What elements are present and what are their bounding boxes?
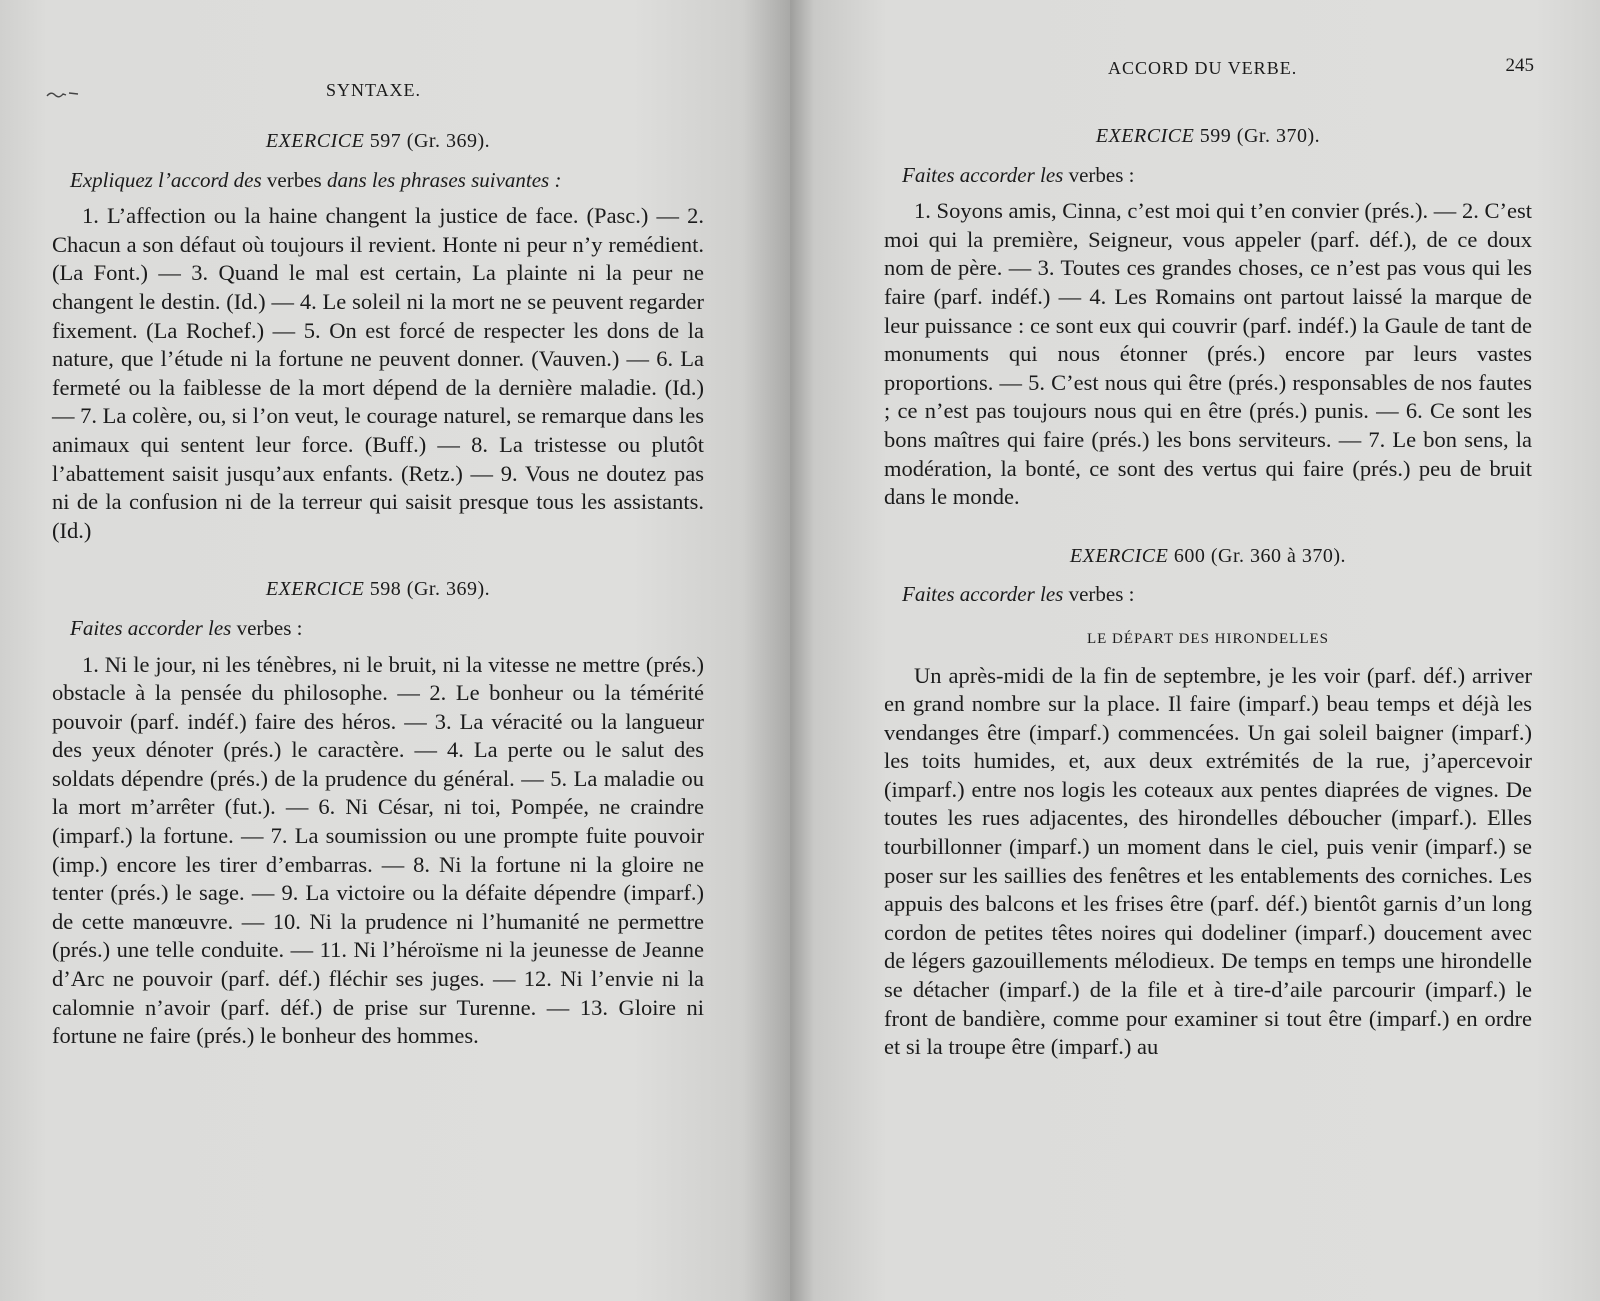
right-column [884, 122, 1532, 1062]
exercise-598-text: 1. Ni le jour, ni les ténèbres, ni le bruit, ni la vitesse ne mettre (prés.) obstacle à la pensée du philosophe. — 2. Le bonheur ou la témérité pouvoir (parf. indéf.) faire des héros. — 3. La véracité ou la langueur des yeux dénoter (prés.) le caractère. — 4. La perte ou le salut des soldats dépendre (prés.) de la prudence du général. — 5. La maladie ou la mort m’arrêter (fut.). — 6. Ni César, ni toi, Pompée, ne craindre (imparf.) la fortune. — 7. La soumission ou une prompte fuite pouvoir (imp.) encore les tirer d’embarras. — 8. Ni la fortune ni la gloire ne tenter (prés.) le sage. — 9. La victoire ou la défaite dépendre (imparf.) de cette manœuvre. — 10. Ni la prudence ni l’humanité ne permettre (prés.) une telle conduite. — 11. Ni l’héroïsme ni la jeunesse de Jeanne d’Arc ne pouvoir (parf. déf.) fléchir ses juges. — 12. Ni l’envie ni la calomnie n’avoir (parf. déf.) de prise sur Turenne. — 13. Gloire ni fortune ne faire (prés.) le bonheur des hommes. [52, 651, 704, 1049]
exercise-word: EXERCICE [1095, 125, 1195, 147]
exercise-word: EXERCICE [1069, 544, 1169, 567]
running-head-left: SYNTAXE. [326, 80, 422, 100]
exercise-word: EXERCICE [265, 578, 365, 601]
instruction-keyword: verbes [1068, 162, 1124, 187]
instruction-italic: Faites accorder les [902, 162, 1064, 187]
running-head-right: ACCORD DU VERBE. [1108, 58, 1298, 78]
exercise-599-title [884, 122, 1532, 151]
exercise-number: 597 (Gr. 369). [369, 130, 491, 152]
exercise-597-title [52, 127, 704, 156]
instruction-keyword: verbes [266, 167, 322, 192]
instruction-italic: Faites accorder les [70, 615, 232, 640]
exercise-600-text: Un après-midi de la fin de septembre, je les voir (parf. déf.) arriver en grand nombre sur la place. Il faire (imparf.) beau temps et déjà les vendanges être (imparf.) commencées. Un gai soleil baigner (imparf.) les toits humides, et, aux deux extrémités de la rue, j’apercevoir (imparf.) entre nos logis les coteaux aux pentes diaprées de vignes. De toutes les rues adjacentes, des hirondelles déboucher (imparf.). Elles tourbillonner (imparf.) un moment dans le ciel, puis venir (imparf.) se poser sur les saillies des fenêtres et les entablements des corniches. Les appuis des balcons et les frises être (parf. déf.) bientôt garnis d’un long cordon de petites têtes noires qui dodeliner (imparf.) doucement avec de légers gazouillements mélodieux. De temps en temps une hirondelle se détacher (imparf.) de la file et à tire-d’aile parcourir (imparf.) le front de bandière, comme pour examiner si tout être (imparf.) en ordre et si la troupe être (imparf.) au [884, 662, 1532, 1060]
instruction-italic-end: dans les phrases suivantes : [326, 167, 562, 192]
exercise-600-subtitle: LE DÉPART DES HIRONDELLES [1086, 630, 1330, 647]
exercise-598-instruction [52, 614, 704, 643]
exercise-600-instruction [884, 580, 1532, 609]
exercise-597-text: 1. L’affection ou la haine changent la justice de face. (Pasc.) — 2. Chacun a son défaut où toujours il revient. Honte ni peur n’y remédient. (La Font.) — 3. Quand le mal est certain, La plainte ni la peur ne changent le destin. (Id.) — 4. Le soleil ni la mort ne se peuvent regarder fixement. (La Rochef.) — 5. On est forcé de respecter les dons de la nature, que l’étude ni la fortune ne peuvent donner. (Vauven.) — 6. La fermeté ou la faiblesse de la mort dépend de la dernière maladie. (Id.) — 7. La colère, ou, si l’on veut, le courage naturel, se remarque dans les animaux qui sentent leur force. (Buff.) — 8. La tristesse ou plutôt l’abattement saisit jusqu’aux enfants. (Retz.) — 9. Vous ne doutez pas ni de la confusion ni de la terreur qui saisit presque tous les assistants. (Id.) [52, 203, 704, 543]
instruction-colon: : [1128, 162, 1135, 187]
instruction-italic: Expliquez l’accord des [70, 167, 262, 192]
exercise-number: 599 (Gr. 370). [1199, 125, 1321, 147]
exercise-number: 598 (Gr. 369). [369, 578, 491, 601]
instruction-keyword: verbes [236, 615, 292, 640]
instruction-colon: : [296, 615, 303, 640]
exercise-600-title [884, 542, 1532, 571]
corner-mark [46, 90, 80, 101]
exercise-599-text: 1. Soyons amis, Cinna, c’est moi qui t’en convier (prés.). — 2. C’est moi qui la première, Seigneur, vous appeler (parf. déf.), de ce doux nom de père. — 3. Toutes ces grandes choses, ce n’est pas vous qui les faire (parf. indéf.) — 4. Les Romains ont partout laissé la marque de leur puissance : ce sont eux qui couvrir (parf. indéf.) la Gaule de tant de monuments qui nous étonner (prés.) encore par leurs vastes proportions. — 5. C’est nous qui être (prés.) responsables de nos fautes ; ce n’est pas toujours nous qui en être (prés.) punis. — 6. Ce sont les bons maîtres qui faire (prés.) les bons serviteurs. — 7. Le bon sens, la modération, la bonté, ce sont des vertus qui faire (prés.) peu de bruit dans le monde. [884, 198, 1532, 510]
exercise-599-instruction [884, 161, 1532, 190]
exercise-598-title [52, 575, 704, 604]
instruction-colon: : [1128, 582, 1135, 607]
instruction-keyword: verbes [1068, 582, 1124, 607]
left-column [52, 127, 704, 1051]
exercise-597-instruction [52, 166, 704, 195]
instruction-italic: Faites accorder les [902, 582, 1064, 607]
exercise-number: 600 (Gr. 360 à 370). [1173, 544, 1347, 567]
right-page [790, 0, 1600, 1301]
exercise-word: EXERCICE [265, 130, 365, 152]
left-page [0, 0, 790, 1301]
page-number: 245 [1505, 55, 1534, 76]
